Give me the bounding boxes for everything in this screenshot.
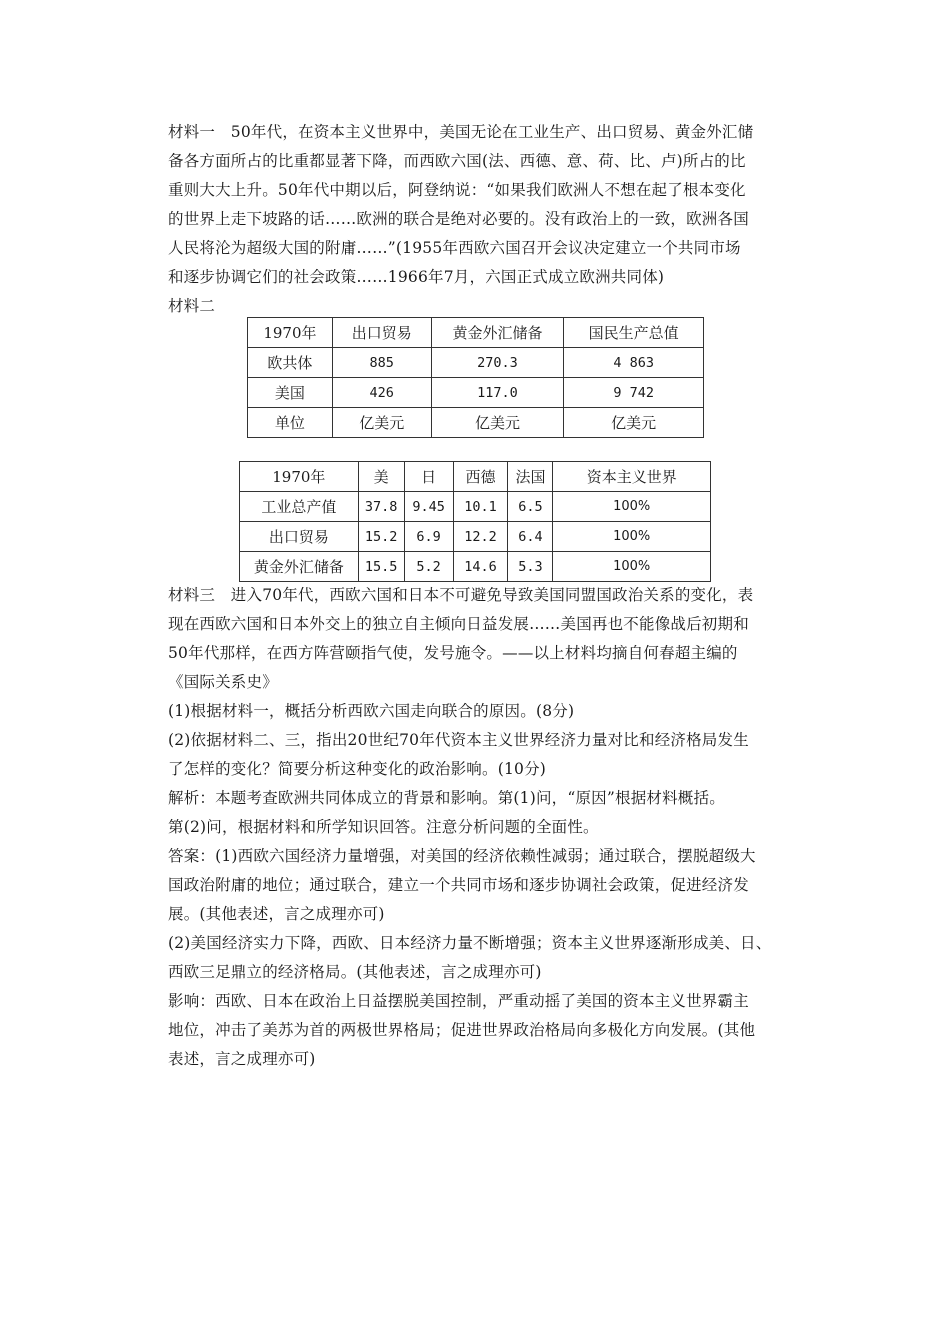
- material-three-label: 材料三: [168, 586, 216, 604]
- table-cell: 426: [332, 378, 431, 408]
- table-cell: 14.6: [453, 552, 508, 582]
- answer-line: 国政治附庸的地位；通过联合，建立一个共同市场和逐步协调社会政策，促进经济发: [168, 876, 749, 894]
- question-line: (2)依据材料二、三，指出20世纪70年代资本主义世界经济力量对比和经济格局发生: [168, 731, 749, 749]
- table-cell: 885: [332, 348, 431, 378]
- table-economic-shares: [239, 461, 711, 582]
- table-cell: 5.2: [404, 552, 453, 582]
- table-header-cell: 资本主义世界: [553, 462, 711, 492]
- table-cell: 亿美元: [564, 408, 704, 438]
- table-cell: 亿美元: [431, 408, 564, 438]
- material-three-line: 现在西欧六国和日本外交上的独立自主倾向日益发展……美国再也不能像战后初期和: [168, 615, 749, 633]
- table-header-cell: 黄金外汇储备: [431, 318, 564, 348]
- material-three-line: 50年代那样，在西方阵营颐指气使，发号施令。——以上材料均摘自何春超主编的: [168, 644, 738, 662]
- material-one-line: 和逐步协调它们的社会政策……1966年7月，六国正式成立欧洲共同体): [168, 268, 665, 286]
- question-line: (1)根据材料一，概括分析西欧六国走向联合的原因。(8分): [168, 702, 575, 720]
- answer-line: 表述，言之成理亦可): [168, 1050, 316, 1068]
- table-cell: 10.1: [453, 492, 508, 522]
- table-row: [240, 522, 711, 552]
- table-eec-vs-usa: [247, 317, 704, 438]
- table-cell: 117.0: [431, 378, 564, 408]
- table-header-cell: 西德: [453, 462, 508, 492]
- material-three-and-answers: [168, 581, 818, 1074]
- table-cell: 黄金外汇储备: [240, 552, 359, 582]
- table-cell: 9.45: [404, 492, 453, 522]
- material-one-line: 备各方面所占的比重都显著下降，而西欧六国(法、西德、意、荷、比、卢)所占的比: [168, 152, 746, 170]
- table-cell: 15.2: [358, 522, 404, 552]
- table-cell: 15.5: [358, 552, 404, 582]
- table-cell: 6.5: [508, 492, 553, 522]
- answer-line: 答案：(1)西欧六国经济力量增强，对美国的经济依赖性减弱；通过联合，摆脱超级大: [168, 847, 756, 865]
- answer-line: (2)美国经济实力下降，西欧、日本经济力量不断增强；资本主义世界逐渐形成美、日、: [168, 934, 772, 952]
- table-cell: 6.9: [404, 522, 453, 552]
- table-cell: 100%: [553, 492, 711, 522]
- table-row: [240, 552, 711, 582]
- analysis-line: 解析：本题考查欧洲共同体成立的背景和影响。第(1)问，“原因”根据材料概括。: [168, 789, 725, 807]
- answer-line: 地位，冲击了美苏为首的两极世界格局；促进世界政治格局向多极化方向发展。(其他: [168, 1021, 756, 1039]
- table-header-row: [248, 318, 704, 348]
- table-cell: 37.8: [358, 492, 404, 522]
- material-one-line: 材料一 50年代，在资本主义世界中，美国无论在工业生产、出口贸易、黄金外汇储: [168, 123, 754, 141]
- table-cell: 270.3: [431, 348, 564, 378]
- table-cell: 9 742: [564, 378, 704, 408]
- table-header-cell: 1970年: [248, 318, 333, 348]
- material-one-line: 的世界上走下坡路的话……欧洲的联合是绝对必要的。没有政治上的一致，欧洲各国: [168, 210, 749, 228]
- table-cell: 12.2: [453, 522, 508, 552]
- table-cell: 工业总产值: [240, 492, 359, 522]
- table-cell: 出口贸易: [240, 522, 359, 552]
- analysis-line: 第(2)问，根据材料和所学知识回答。注意分析问题的全面性。: [168, 818, 599, 836]
- table-cell: 欧共体: [248, 348, 333, 378]
- answer-line: 展。(其他表述，言之成理亦可): [168, 905, 385, 923]
- material-three-line: 材料三 进入70年代，西欧六国和日本不可避免导致美国同盟国政治关系的变化，表: [168, 586, 754, 604]
- table-row: [240, 492, 711, 522]
- table-cell: 亿美元: [332, 408, 431, 438]
- answer-line: 影响：西欧、日本在政治上日益摆脱美国控制，严重动摇了美国的资本主义世界霸主: [168, 992, 749, 1010]
- material-one-line: 重则大大上升。50年代中期以后，阿登纳说：“如果我们欧洲人不想在起了根本变化: [168, 181, 746, 199]
- table-header-cell: 日: [404, 462, 453, 492]
- table-header-cell: 1970年: [240, 462, 359, 492]
- table-row: [248, 378, 704, 408]
- material-two-label: 材料二: [168, 297, 216, 315]
- table-header-cell: 出口贸易: [332, 318, 431, 348]
- table-cell: 100%: [553, 522, 711, 552]
- answer-line: 西欧三足鼎立的经济格局。(其他表述，言之成理亦可): [168, 963, 542, 981]
- table-header-cell: 国民生产总值: [564, 318, 704, 348]
- question-line: 了怎样的变化？简要分析这种变化的政治影响。(10分): [168, 760, 547, 778]
- material-one: [168, 118, 818, 321]
- table-cell: 5.3: [508, 552, 553, 582]
- table-cell: 美国: [248, 378, 333, 408]
- table-header-row: [240, 462, 711, 492]
- material-one-label: 材料一: [168, 123, 216, 141]
- material-one-line: 人民将沦为超级大国的附庸……”(1955年西欧六国召开会议决定建立一个共同市场: [168, 239, 741, 257]
- table-header-cell: 法国: [508, 462, 553, 492]
- table-cell: 4 863: [564, 348, 704, 378]
- table-cell: 单位: [248, 408, 333, 438]
- table-row: [248, 408, 704, 438]
- material-three-line: 《国际关系史》: [168, 673, 278, 691]
- table-header-cell: 美: [358, 462, 404, 492]
- table-cell: 6.4: [508, 522, 553, 552]
- table-row: [248, 348, 704, 378]
- table-cell: 100%: [553, 552, 711, 582]
